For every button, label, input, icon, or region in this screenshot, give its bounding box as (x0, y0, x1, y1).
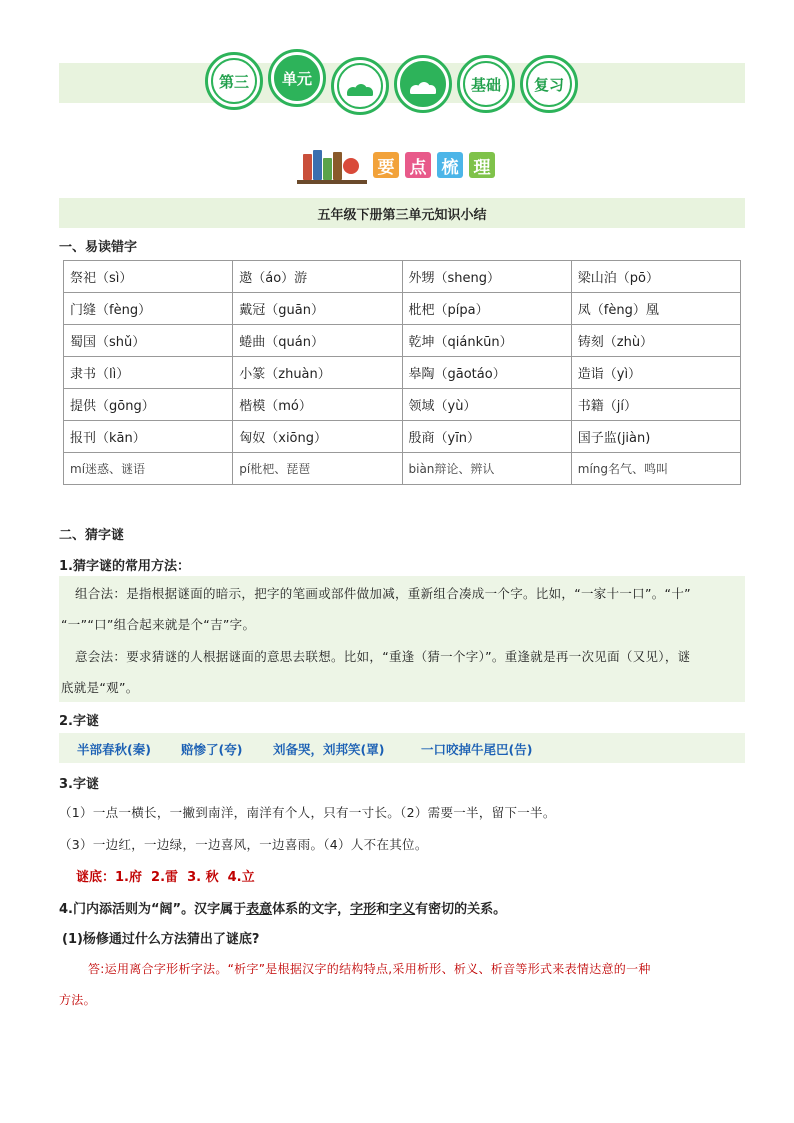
title-char-3: 梳 (437, 152, 463, 178)
table-cell: 领域（yù） (402, 389, 571, 421)
riddle-question-line1: （1）一点一横长，一撇到南洋，南洋有个人，只有一寸长。（2）需要一半，留下一半。 (59, 805, 556, 820)
table-row (64, 421, 741, 453)
title-char-2: 点 (405, 152, 431, 178)
underline-term-2: 字形 (350, 902, 377, 917)
table-cell: míng名气、鸣叫 (571, 453, 740, 485)
riddle-box (59, 733, 745, 763)
section1-heading: 一、易读错字 (59, 240, 138, 255)
table-cell: 乾坤（qiánkūn） (402, 325, 571, 357)
table-row (64, 453, 741, 485)
underline-term-3: 字义 (389, 902, 416, 917)
pill-5 (457, 55, 515, 113)
sub-heading-2: 2.字谜 (59, 714, 99, 729)
table-cell: 殷商（yīn） (402, 421, 571, 453)
sub-heading-1: 1.猜字谜的常用方法： (59, 559, 190, 574)
bush-icon (347, 84, 373, 96)
pill-6-label: 复习 (526, 61, 572, 107)
title-char-4: 理 (469, 152, 495, 178)
table-cell: 匈奴（xiōng） (233, 421, 402, 453)
pill-5-label: 基础 (463, 61, 509, 107)
riddle-4: 一口咬掉牛尾巴(告) (421, 742, 533, 757)
table-row (64, 293, 741, 325)
summary-title: 五年级下册第三单元知识小结 (59, 198, 745, 228)
table-cell: 提供（gōng） (64, 389, 233, 421)
riddle-3: 刘备哭，刘邦笑(罩) (273, 742, 385, 757)
pill-2-label: 单元 (274, 55, 320, 101)
table-cell: 凤（fèng）凰 (571, 293, 740, 325)
table-row (64, 357, 741, 389)
table-cell: 戴冠（guān） (233, 293, 402, 325)
question-4-1: (1)杨修通过什么方法猜出了谜底? (62, 932, 260, 947)
table-cell: 小篆（zhuàn） (233, 357, 402, 389)
section-title-badge (297, 148, 507, 184)
table-cell: 蜷曲（quán） (233, 325, 402, 357)
section2-heading: 二、猜字谜 (59, 528, 125, 543)
table-cell: 铸刻（zhù） (571, 325, 740, 357)
riddle-question-line2: （3）一边红，一边绿，一边喜风，一边喜雨。（4）人不在其位。 (59, 837, 428, 852)
char-table (63, 260, 741, 485)
sub-heading-3: 3.字谜 (59, 777, 99, 792)
pill-1 (205, 52, 263, 110)
table-cell: 楷模（mó） (233, 389, 402, 421)
bush-icon (410, 82, 436, 94)
table-cell: pí枇杷、琵琶 (233, 453, 402, 485)
pill-1-label: 第三 (211, 58, 257, 104)
title-char-1: 要 (373, 152, 399, 178)
table-cell: 外甥（sheng） (402, 261, 571, 293)
table-row (64, 325, 741, 357)
table-cell: 遨（áo）游 (233, 261, 402, 293)
riddle-answer: 谜底：1.府 2.雷 3. 秋 4.立 (76, 870, 255, 885)
pill-6 (520, 55, 578, 113)
riddle-2: 赔惨了(夸) (181, 742, 243, 757)
table-row (64, 261, 741, 293)
table-cell: 隶书（lì） (64, 357, 233, 389)
method1-line1: 组合法：是指根据谜面的暗示，把字的笔画或部件做加减，重新组合凑成一个字。比如，“一家十一口”。“十” (75, 586, 691, 601)
table-cell: biàn辩论、辨认 (402, 453, 571, 485)
table-cell: 书籍（jí） (571, 389, 740, 421)
methods-box (59, 576, 745, 702)
table-row (64, 389, 741, 421)
pill-4 (394, 55, 452, 113)
table-cell: 枇杷（pípa） (402, 293, 571, 325)
method1-line2: “一”“口”组合起来就是个“吉”字。 (61, 617, 256, 632)
pill-3 (331, 57, 389, 115)
riddle-1: 半部春秋(秦) (77, 742, 151, 757)
table-cell: 梁山泊（pō） (571, 261, 740, 293)
table-cell: mí迷惑、谜语 (64, 453, 233, 485)
pill-2 (268, 49, 326, 107)
table-cell: 造诣（yì） (571, 357, 740, 389)
table-cell: 报刊（kān） (64, 421, 233, 453)
answer-4-1-line1: 答:运用离合字形析字法。“析字”是根据汉字的结构特点,采用析形、析义、析音等形式来表情达意的一种 (88, 962, 651, 976)
table-cell: 皋陶（gāotáo） (402, 357, 571, 389)
table-cell: 蜀国（shǔ） (64, 325, 233, 357)
sub-heading-4: 4.门内添活则为“阔”。汉字属于表意体系的文字，字形和字义有密切的关系。 (59, 902, 507, 917)
table-cell: 祭祀（sì） (64, 261, 233, 293)
table-cell: 门缝（fèng） (64, 293, 233, 325)
table-cell: 国子监(jiàn) (571, 421, 740, 453)
answer-4-1-line2: 方法。 (59, 993, 96, 1007)
method2-line1: 意会法：要求猜谜的人根据谜面的意思去联想。比如，“重逢（猜一个字）”。重逢就是再一次见面（又见），谜 (75, 649, 691, 664)
underline-term-1: 表意 (246, 902, 273, 917)
method2-line2: 底就是“观”。 (61, 680, 139, 695)
